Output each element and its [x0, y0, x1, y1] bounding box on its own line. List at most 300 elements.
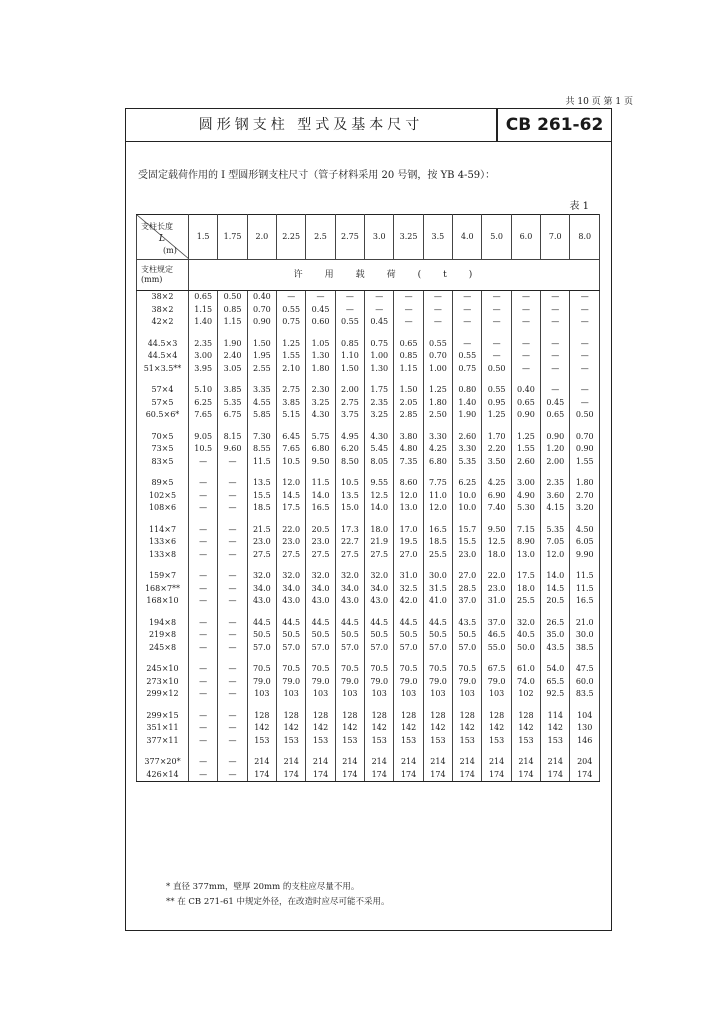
load-value-cell: 1.50: [335, 363, 364, 376]
load-value-cell: 174: [335, 769, 364, 782]
load-value-cell: 142: [306, 722, 335, 735]
load-value-cell: 7.65: [189, 409, 218, 422]
spacer-cell: [277, 654, 306, 663]
load-value-cell: 27.5: [306, 549, 335, 562]
spacer-cell: [511, 375, 540, 384]
load-value-cell: 1.25: [423, 384, 452, 397]
load-value-cell: 57.0: [423, 642, 452, 655]
table-row: [137, 502, 600, 515]
load-value-cell: 17.3: [335, 524, 364, 537]
spacer-cell: [218, 422, 247, 431]
load-value-cell: 0.55: [453, 350, 482, 363]
load-value-cell: 2.55: [247, 363, 276, 376]
spacer-cell: [189, 608, 218, 617]
group-spacer-row: [137, 422, 600, 431]
spacer-cell: [137, 422, 189, 431]
load-value-cell: 9.60: [218, 443, 247, 456]
spacer-cell: [394, 468, 423, 477]
table-row: [137, 769, 600, 782]
load-value-cell: 11.5: [306, 477, 335, 490]
table-row: [137, 524, 600, 537]
load-value-cell: 5.45: [365, 443, 394, 456]
load-value-cell: 130: [570, 722, 600, 735]
spacer-cell: [570, 329, 600, 338]
load-value-cell: 31.5: [423, 583, 452, 596]
load-value-cell: 0.65: [189, 291, 218, 304]
spacer-cell: [453, 375, 482, 384]
load-value-cell: 2.35: [189, 338, 218, 351]
load-value-cell: 70.5: [365, 663, 394, 676]
corner-size-label: 支柱规定: [141, 265, 173, 274]
load-value-cell: 57.0: [365, 642, 394, 655]
table-row: [137, 642, 600, 655]
spacer-cell: [277, 608, 306, 617]
load-value-cell: 7.15: [511, 524, 540, 537]
load-value-cell: —: [541, 304, 570, 317]
load-value-cell: 9.55: [365, 477, 394, 490]
spacer-cell: [137, 608, 189, 617]
load-value-cell: 57.0: [453, 642, 482, 655]
load-value-cell: 11.0: [423, 490, 452, 503]
load-value-cell: 8.15: [218, 431, 247, 444]
load-value-cell: —: [511, 304, 540, 317]
spacer-cell: [453, 561, 482, 570]
load-value-cell: 3.35: [247, 384, 276, 397]
load-value-cell: 44.5: [394, 617, 423, 630]
table-number: 表 1: [569, 201, 589, 212]
standard-code: CB 261-62: [505, 115, 604, 135]
load-value-cell: —: [570, 384, 600, 397]
load-value-cell: 153: [541, 735, 570, 748]
load-value-cell: 3.80: [394, 431, 423, 444]
load-value-cell: 32.0: [306, 570, 335, 583]
load-value-cell: 153: [277, 735, 306, 748]
load-value-cell: 30.0: [570, 629, 600, 642]
load-value-cell: 83.5: [570, 688, 600, 701]
spacer-cell: [365, 701, 394, 710]
load-value-cell: —: [189, 595, 218, 608]
document-title: 圆形钢支柱 型式及基本尺寸: [198, 117, 424, 133]
size-cell: 38×2: [137, 291, 189, 304]
spacer-cell: [541, 561, 570, 570]
load-value-cell: 3.50: [482, 456, 511, 469]
load-value-cell: 214: [277, 756, 306, 769]
load-value-cell: 23.0: [277, 536, 306, 549]
load-value-cell: —: [541, 338, 570, 351]
load-value-cell: 153: [306, 735, 335, 748]
load-value-cell: 1.00: [365, 350, 394, 363]
load-value-cell: 1.50: [394, 384, 423, 397]
load-value-cell: 214: [511, 756, 540, 769]
table-row: [137, 735, 600, 748]
load-value-cell: 25.5: [511, 595, 540, 608]
load-value-cell: 8.05: [365, 456, 394, 469]
load-value-cell: —: [189, 502, 218, 515]
load-value-cell: 1.70: [482, 431, 511, 444]
spacer-cell: [541, 654, 570, 663]
load-value-cell: 70.5: [335, 663, 364, 676]
load-value-cell: —: [218, 617, 247, 630]
load-value-cell: 47.5: [570, 663, 600, 676]
load-value-cell: —: [394, 291, 423, 304]
size-cell: 60.5×6*: [137, 409, 189, 422]
table-row: [137, 350, 600, 363]
load-value-cell: 0.55: [423, 338, 452, 351]
spacer-cell: [482, 468, 511, 477]
spacer-cell: [511, 561, 540, 570]
load-value-cell: 153: [335, 735, 364, 748]
load-value-cell: 27.5: [277, 549, 306, 562]
load-value-cell: 1.80: [306, 363, 335, 376]
load-value-cell: —: [189, 536, 218, 549]
load-value-cell: 142: [277, 722, 306, 735]
load-value-cell: 43.5: [541, 642, 570, 655]
spacer-cell: [570, 468, 600, 477]
table-row: [137, 583, 600, 596]
load-value-cell: 103: [277, 688, 306, 701]
corner-size-unit: (mm): [141, 275, 163, 284]
spacer-cell: [218, 701, 247, 710]
load-value-cell: 3.60: [541, 490, 570, 503]
table-row: [137, 676, 600, 689]
load-value-cell: —: [218, 456, 247, 469]
spacer-cell: [247, 701, 276, 710]
spacer-cell: [511, 654, 540, 663]
load-value-cell: 4.25: [482, 477, 511, 490]
load-value-cell: 9.50: [482, 524, 511, 537]
load-value-cell: 44.5: [306, 617, 335, 630]
spacer-cell: [453, 701, 482, 710]
load-value-cell: 204: [570, 756, 600, 769]
load-value-cell: 12.0: [394, 490, 423, 503]
spacer-cell: [335, 422, 364, 431]
load-value-cell: 79.0: [247, 676, 276, 689]
load-value-cell: 22.0: [482, 570, 511, 583]
load-value-cell: 142: [541, 722, 570, 735]
load-value-cell: 43.5: [453, 617, 482, 630]
load-value-cell: 2.35: [541, 477, 570, 490]
spacer-cell: [511, 468, 540, 477]
load-value-cell: 214: [453, 756, 482, 769]
load-value-cell: 15.5: [247, 490, 276, 503]
load-value-cell: —: [365, 291, 394, 304]
spacer-cell: [189, 747, 218, 756]
spacer-cell: [137, 701, 189, 710]
table-row: [137, 549, 600, 562]
load-value-cell: 153: [453, 735, 482, 748]
spacer-cell: [423, 375, 452, 384]
spacer-cell: [306, 654, 335, 663]
load-value-cell: 5.75: [306, 431, 335, 444]
spacer-cell: [511, 701, 540, 710]
group-spacer-row: [137, 747, 600, 756]
spacer-cell: [218, 608, 247, 617]
load-value-cell: 1.20: [541, 443, 570, 456]
table-row: [137, 316, 600, 329]
load-value-cell: —: [570, 350, 600, 363]
load-value-cell: 50.5: [365, 629, 394, 642]
load-value-cell: 17.5: [277, 502, 306, 515]
load-value-cell: —: [511, 338, 540, 351]
load-value-cell: 1.80: [423, 397, 452, 410]
load-value-cell: 3.20: [570, 502, 600, 515]
spacer-cell: [482, 329, 511, 338]
load-value-cell: —: [218, 490, 247, 503]
spacer-cell: [137, 468, 189, 477]
load-value-cell: 4.80: [394, 443, 423, 456]
length-header-cell: 3.25: [394, 215, 423, 260]
spacer-cell: [365, 422, 394, 431]
load-value-cell: 103: [423, 688, 452, 701]
load-value-cell: 2.85: [394, 409, 423, 422]
table-row: [137, 456, 600, 469]
load-value-cell: 7.65: [277, 443, 306, 456]
spacer-cell: [218, 375, 247, 384]
load-value-cell: 153: [247, 735, 276, 748]
load-value-cell: 34.0: [306, 583, 335, 596]
length-header-cell: 3.5: [423, 215, 452, 260]
length-header-cell: 6.0: [511, 215, 540, 260]
load-value-cell: —: [218, 583, 247, 596]
load-value-cell: 1.80: [570, 477, 600, 490]
load-value-cell: —: [570, 291, 600, 304]
load-value-cell: 4.30: [365, 431, 394, 444]
load-value-cell: —: [189, 524, 218, 537]
load-value-cell: 8.50: [335, 456, 364, 469]
load-value-cell: 54.0: [541, 663, 570, 676]
load-value-cell: 3.85: [277, 397, 306, 410]
load-value-cell: 1.05: [306, 338, 335, 351]
load-value-cell: 12.5: [482, 536, 511, 549]
table-row: [137, 477, 600, 490]
load-value-cell: 0.70: [423, 350, 452, 363]
spacer-cell: [335, 468, 364, 477]
load-value-cell: —: [189, 688, 218, 701]
load-value-cell: 79.0: [365, 676, 394, 689]
load-value-cell: 0.75: [277, 316, 306, 329]
load-value-cell: 3.05: [218, 363, 247, 376]
spacer-cell: [453, 329, 482, 338]
spacer-cell: [189, 329, 218, 338]
load-value-cell: —: [218, 769, 247, 782]
table-row: [137, 338, 600, 351]
spacer-cell: [277, 747, 306, 756]
load-value-cell: 79.0: [277, 676, 306, 689]
load-value-cell: 0.75: [365, 338, 394, 351]
spacer-cell: [306, 608, 335, 617]
load-value-cell: 2.10: [277, 363, 306, 376]
load-value-cell: 214: [335, 756, 364, 769]
load-value-cell: 57.0: [277, 642, 306, 655]
load-value-cell: 2.30: [306, 384, 335, 397]
footnotes: [166, 880, 389, 910]
load-value-cell: 13.0: [511, 549, 540, 562]
load-value-cell: —: [218, 688, 247, 701]
size-cell: 377×11: [137, 735, 189, 748]
load-value-cell: 50.5: [306, 629, 335, 642]
spacer-cell: [137, 329, 189, 338]
load-value-cell: 128: [423, 710, 452, 723]
load-value-cell: 1.55: [511, 443, 540, 456]
table-row: [137, 304, 600, 317]
load-value-cell: 0.70: [570, 431, 600, 444]
size-cell: 57×5: [137, 397, 189, 410]
spacer-cell: [482, 422, 511, 431]
size-cell: 351×11: [137, 722, 189, 735]
load-value-cell: 5.10: [189, 384, 218, 397]
load-value-cell: —: [189, 583, 218, 596]
spacer-cell: [541, 747, 570, 756]
load-value-cell: 104: [570, 710, 600, 723]
load-value-cell: 214: [365, 756, 394, 769]
spacer-cell: [423, 422, 452, 431]
load-value-cell: 128: [511, 710, 540, 723]
load-value-cell: 42.0: [394, 595, 423, 608]
size-cell: 245×10: [137, 663, 189, 676]
load-value-cell: 57.0: [394, 642, 423, 655]
load-value-cell: —: [394, 304, 423, 317]
length-header-cell: 1.5: [189, 215, 218, 260]
load-value-cell: 74.0: [511, 676, 540, 689]
spacer-cell: [247, 515, 276, 524]
load-value-cell: —: [482, 350, 511, 363]
load-value-cell: 7.75: [423, 477, 452, 490]
load-value-cell: 50.5: [247, 629, 276, 642]
load-value-cell: 6.20: [335, 443, 364, 456]
load-value-cell: —: [218, 629, 247, 642]
spacer-cell: [453, 608, 482, 617]
spacer-cell: [306, 422, 335, 431]
spacer-cell: [189, 375, 218, 384]
load-value-cell: 2.40: [218, 350, 247, 363]
spacer-cell: [277, 375, 306, 384]
spacer-cell: [541, 422, 570, 431]
spacer-cell: [365, 747, 394, 756]
load-value-cell: 146: [570, 735, 600, 748]
load-value-cell: 21.5: [247, 524, 276, 537]
load-value-cell: 28.5: [453, 583, 482, 596]
table-row: [137, 536, 600, 549]
group-spacer-row: [137, 375, 600, 384]
load-value-cell: 92.5: [541, 688, 570, 701]
load-value-cell: 15.0: [335, 502, 364, 515]
load-value-cell: 0.90: [511, 409, 540, 422]
load-value-cell: 174: [453, 769, 482, 782]
load-value-cell: 11.5: [570, 583, 600, 596]
load-value-cell: 1.00: [423, 363, 452, 376]
document-frame: [125, 108, 612, 931]
load-value-cell: 32.0: [365, 570, 394, 583]
load-value-cell: —: [453, 304, 482, 317]
load-value-cell: 32.0: [335, 570, 364, 583]
group-spacer-row: [137, 468, 600, 477]
spacer-cell: [365, 561, 394, 570]
load-value-cell: 41.0: [423, 595, 452, 608]
load-value-cell: 0.45: [541, 397, 570, 410]
load-value-cell: 55.0: [482, 642, 511, 655]
table-row: [137, 663, 600, 676]
spacer-cell: [394, 422, 423, 431]
load-value-cell: 153: [511, 735, 540, 748]
load-value-cell: —: [218, 663, 247, 676]
load-value-cell: 1.15: [218, 316, 247, 329]
load-value-cell: 16.5: [570, 595, 600, 608]
load-value-cell: 37.0: [453, 595, 482, 608]
load-value-cell: 1.40: [189, 316, 218, 329]
load-value-cell: —: [541, 384, 570, 397]
spacer-cell: [335, 375, 364, 384]
load-value-cell: 22.0: [277, 524, 306, 537]
spacer-cell: [335, 747, 364, 756]
spacer-cell: [394, 375, 423, 384]
spacer-cell: [511, 422, 540, 431]
length-header-cell: 7.0: [541, 215, 570, 260]
load-value-cell: 5.85: [247, 409, 276, 422]
load-value-cell: 174: [511, 769, 540, 782]
spacer-cell: [306, 375, 335, 384]
spacer-cell: [365, 468, 394, 477]
load-value-cell: 50.5: [335, 629, 364, 642]
size-cell: 159×7: [137, 570, 189, 583]
table-row: [137, 397, 600, 410]
load-value-cell: —: [189, 710, 218, 723]
spacer-cell: [365, 654, 394, 663]
group-spacer-row: [137, 701, 600, 710]
load-value-cell: 12.5: [365, 490, 394, 503]
size-cell: 133×6: [137, 536, 189, 549]
page-number: 共 10 页 第 1 页: [565, 97, 633, 107]
load-value-cell: 5.15: [277, 409, 306, 422]
load-value-cell: 5.35: [453, 456, 482, 469]
load-value-cell: 12.0: [541, 549, 570, 562]
load-value-cell: 0.90: [570, 443, 600, 456]
load-value-cell: —: [394, 316, 423, 329]
load-value-cell: 12.0: [423, 502, 452, 515]
load-value-cell: 30.0: [423, 570, 452, 583]
load-value-cell: 21.9: [365, 536, 394, 549]
length-header-cell: 2.25: [277, 215, 306, 260]
spacer-cell: [218, 329, 247, 338]
load-value-cell: 128: [335, 710, 364, 723]
spacer-cell: [306, 561, 335, 570]
load-value-cell: —: [218, 735, 247, 748]
load-value-cell: 0.85: [394, 350, 423, 363]
load-value-cell: 4.25: [423, 443, 452, 456]
spacer-cell: [189, 561, 218, 570]
load-value-cell: 0.40: [247, 291, 276, 304]
spacer-cell: [394, 608, 423, 617]
load-value-cell: 6.80: [423, 456, 452, 469]
load-value-cell: 142: [453, 722, 482, 735]
spacer-cell: [541, 515, 570, 524]
load-value-cell: 34.0: [365, 583, 394, 596]
load-value-cell: 44.5: [335, 617, 364, 630]
load-value-cell: —: [189, 490, 218, 503]
load-value-cell: 4.15: [541, 502, 570, 515]
load-value-cell: 37.0: [482, 617, 511, 630]
table-row: [137, 688, 600, 701]
load-value-cell: —: [511, 350, 540, 363]
corner-length-unit: (m): [163, 246, 177, 255]
spacer-cell: [511, 329, 540, 338]
load-value-cell: 103: [482, 688, 511, 701]
load-value-cell: 20.5: [541, 595, 570, 608]
load-value-cell: —: [218, 524, 247, 537]
spacer-cell: [218, 654, 247, 663]
spacer-cell: [247, 747, 276, 756]
load-value-cell: 3.30: [453, 443, 482, 456]
load-value-cell: 142: [482, 722, 511, 735]
